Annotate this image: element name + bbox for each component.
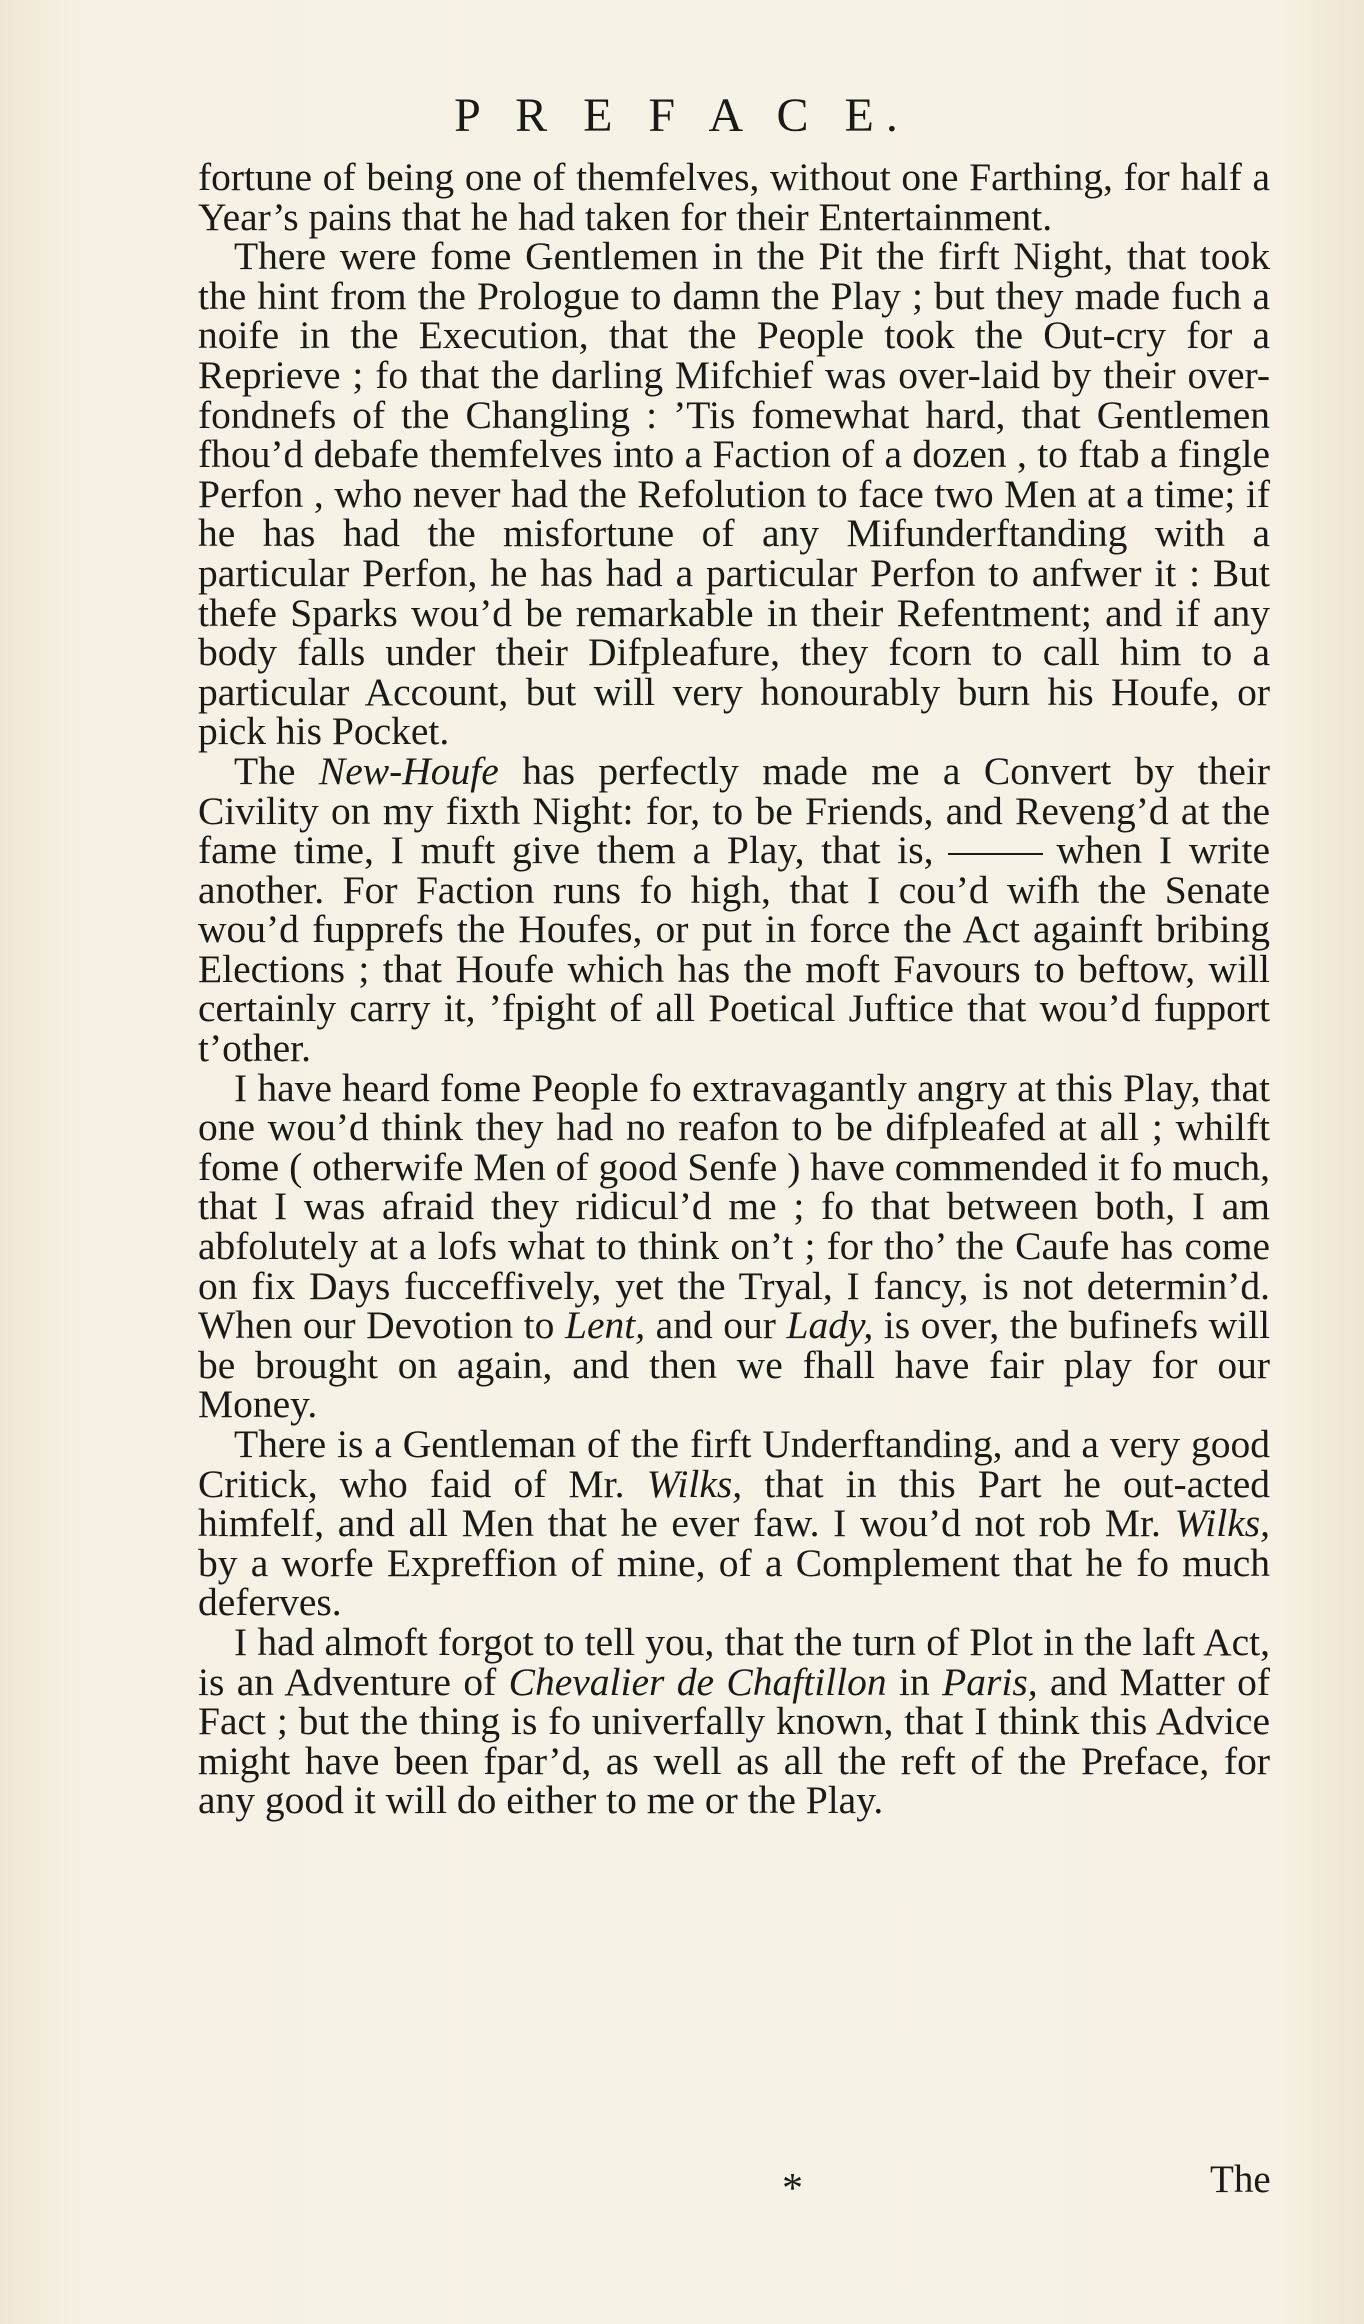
paragraph-5-text-b: that in this Part he out-acted himfelf, and all Men that he ever faw. I wou’d not rob Mr. xyxy=(198,1461,1271,1546)
paragraph-5 xyxy=(198,1422,1271,1625)
paragraph-6 xyxy=(198,1619,1271,1823)
catchword: The xyxy=(1210,2158,1271,2201)
paragraph-6-text-a: I had almoft forgot to tell you, that the turn of Plot in the laft Act, is an Adventure of xyxy=(198,1619,1270,1704)
paragraph-3-text-b: has perfectly made me a Convert by their Civility on my fixth Night: for, to be Friends, and Reveng’d at the fame time, I muft give them a Play, that is, xyxy=(198,748,1270,873)
paragraph-5-text-c: by a worfe Expreffion of mine, of a Complement that he fo much deferves. xyxy=(198,1540,1270,1625)
new-house-italic: New-Houfe xyxy=(318,748,499,793)
paragraph-4-text-c: is over, the bufinefs will be brought on again, and then we fhall have fair play for our Money. xyxy=(198,1303,1271,1427)
paragraph-4 xyxy=(198,1065,1271,1427)
lent-italic: Lent, xyxy=(564,1303,646,1348)
running-head: P R E F A C E. xyxy=(454,89,910,142)
chevalier-italic: Chevalier de Chaftillon xyxy=(508,1659,887,1704)
em-rule xyxy=(948,853,1043,855)
paragraph-4-text-a: I have heard fome People fo extravagantly angry at this Play, that one wou’d think they had no reafon to be difpleafed at all ; whilft fome ( otherwife Men of good Senfe ) have commended it fo much, that I was afraid they ridicul’d me ; fo that between both, I am abfolutely at a lofs what to think on’t ; for tho’ the Caufe has come on fix Days fucceffively, yet the Tryal, I fancy, is not determin’d. When our Devotion to xyxy=(198,1065,1270,1348)
lady-italic: Lady, xyxy=(786,1303,874,1348)
paragraph-3-text-c: when I write another. For Faction runs fo high, that I cou’d wifh the Senate wou’d fupprefs the Houfes, or put in force the Act againft bribing Elections ; that Houfe which has the moft Favours to beftow, will certainly carry it, ’fpight of all Poetical Juftice that wou’d fupport t’other. xyxy=(198,828,1270,1071)
paragraph-6-text-b: in xyxy=(899,1659,930,1704)
paragraph-4-text-b: and our xyxy=(655,1303,776,1348)
paragraph-5-text-a: There is a Gentleman of the firft Underftanding, and a very good Critick, who faid of Mr. xyxy=(198,1422,1270,1506)
paris-italic: Paris, xyxy=(942,1659,1038,1704)
paragraph-6-text-c: and Matter of Fact ; but the thing is fo univerfally known, that I think this Advice might have been fpar’d, as well as all the reft of the Preface, for any good it will do either to me or the Play. xyxy=(198,1659,1271,1823)
paragraph-3 xyxy=(198,748,1270,1071)
wilks-italic-2: Wilks, xyxy=(1174,1501,1270,1546)
paragraph-1: fortune of being one of themfelves, without one Farthing, for half a Year’s pains that he had taken for their Entertainment. xyxy=(198,155,1270,239)
paragraph-3-text-a: The xyxy=(234,748,296,793)
preface-body xyxy=(198,155,1271,1823)
wilks-italic: Wilks, xyxy=(646,1461,743,1506)
paragraph-2: There were fome Gentlemen in the Pit the firft Night, that took the hint from the Prologue to damn the Play ; but they made fuch a noife in the Execution, that the People took the Out-cry for a Reprieve ; fo that the darling Mifchief was over-laid by their over-fondnefs of the Changling : ’Tis fomewhat hard, that Gentlemen fhou’d debafe themfelves into a Faction of a dozen , to ftab a fingle Perfon , who never had the Refolution to face two Men at a time; if he has had the misfortune of any Mifunderftanding with a particular Perfon, he has had a particular Perfon to anfwer it : But thefe Sparks wou’d be remarkable in their Refentment; and if any body falls under their Difpleafure, they fcorn to call him to a particular Account, but will very honourably burn his Houfe, or pick his Pocket. xyxy=(198,234,1270,754)
page-footer xyxy=(0,2158,1364,2225)
signature-mark: * xyxy=(782,2166,803,2212)
